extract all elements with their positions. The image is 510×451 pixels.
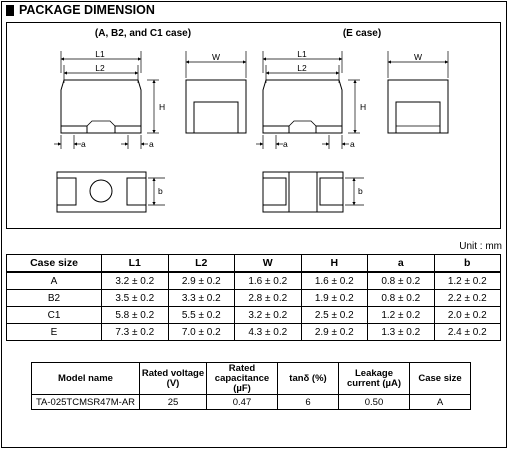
right-W-label: W	[413, 52, 423, 62]
table-row	[7, 324, 501, 341]
dimension-table-header	[7, 255, 501, 273]
header-W: W	[235, 255, 302, 273]
cell: 0.8 ± 0.2	[368, 290, 435, 307]
cell: 1.2 ± 0.2	[368, 307, 435, 324]
header-case-size: Case size	[410, 363, 471, 395]
cell: 3.2 ± 0.2	[102, 272, 169, 290]
cell: 1.3 ± 0.2	[368, 324, 435, 341]
cell: 1.2 ± 0.2	[434, 272, 501, 290]
header-square-icon	[6, 5, 14, 16]
cell: 1.9 ± 0.2	[301, 290, 368, 307]
left-L2-label: L2	[95, 63, 105, 73]
right-b-label: b	[358, 186, 363, 196]
cell: 2.9 ± 0.2	[168, 272, 235, 290]
header-leakage-current: Leakage current (µA)	[339, 363, 410, 395]
cell: 1.6 ± 0.2	[301, 272, 368, 290]
left-W-label: W	[211, 52, 221, 62]
right-L2-label: L2	[297, 63, 307, 73]
right-front-view	[256, 51, 360, 149]
left-a-label-1: a	[81, 139, 86, 149]
left-side-view	[186, 51, 246, 133]
left-L1-label: L1	[95, 49, 105, 59]
cell-rated-capacitance: 0.47	[207, 395, 278, 410]
header-L1: L1	[102, 255, 169, 273]
cell: 7.0 ± 0.2	[168, 324, 235, 341]
cell: 4.3 ± 0.2	[235, 324, 302, 341]
cell: 2.0 ± 0.2	[434, 307, 501, 324]
left-H-label: H	[159, 102, 166, 112]
cell: 2.5 ± 0.2	[301, 307, 368, 324]
cell: 1.6 ± 0.2	[235, 272, 302, 290]
right-side-view	[388, 51, 448, 133]
right-a-label-2: a	[350, 139, 355, 149]
cell: 5.5 ± 0.2	[168, 307, 235, 324]
model-table-header	[32, 363, 471, 395]
table-row	[32, 395, 471, 410]
left-drawing-title: (A, B2, and C1 case)	[94, 28, 192, 39]
left-bottom-view	[57, 172, 165, 212]
cell-leakage-current: 0.50	[339, 395, 410, 410]
cell: A	[7, 272, 102, 290]
right-L1-label: L1	[297, 49, 307, 59]
left-a-label-2: a	[149, 139, 154, 149]
cell: 0.8 ± 0.2	[368, 272, 435, 290]
cell: 2.8 ± 0.2	[235, 290, 302, 307]
table-row	[7, 272, 501, 290]
header-tan-delta: tanδ (%)	[278, 363, 339, 395]
header-rated-voltage: Rated voltage (V)	[140, 363, 207, 395]
header-L2: L2	[168, 255, 235, 273]
cell: 5.8 ± 0.2	[102, 307, 169, 324]
cell: C1	[7, 307, 102, 324]
header-H: H	[301, 255, 368, 273]
cell-rated-voltage: 25	[140, 395, 207, 410]
unit-note: Unit : mm	[459, 241, 502, 252]
cell: E	[7, 324, 102, 341]
dimension-table	[6, 254, 501, 341]
table-row	[7, 307, 501, 324]
left-front-view	[54, 51, 159, 149]
cell-case-size: A	[410, 395, 471, 410]
cell: 2.4 ± 0.2	[434, 324, 501, 341]
header-case-size: Case size	[7, 255, 102, 273]
right-H-label: H	[360, 102, 367, 112]
model-table	[31, 362, 471, 410]
cell: 3.2 ± 0.2	[235, 307, 302, 324]
header-model-name: Model name	[32, 363, 140, 395]
table-row	[7, 290, 501, 307]
right-drawing-title: (E case)	[342, 28, 382, 39]
cell: 2.9 ± 0.2	[301, 324, 368, 341]
cell: 3.3 ± 0.2	[168, 290, 235, 307]
section-header	[6, 3, 155, 17]
left-b-label: b	[158, 186, 163, 196]
cell-model-name: TA-025TCMSR47M-AR	[32, 395, 140, 410]
cell: 7.3 ± 0.2	[102, 324, 169, 341]
right-a-label-1: a	[283, 139, 288, 149]
section-title: PACKAGE DIMENSION	[19, 3, 155, 17]
cell-tan-delta: 6	[278, 395, 339, 410]
drawing-panel	[6, 22, 501, 229]
right-bottom-view	[263, 172, 364, 212]
package-drawings	[7, 23, 502, 230]
cell: 3.5 ± 0.2	[102, 290, 169, 307]
cell: 2.2 ± 0.2	[434, 290, 501, 307]
header-a: a	[368, 255, 435, 273]
header-rated-capacitance: Rated capacitance (µF)	[207, 363, 278, 395]
cell: B2	[7, 290, 102, 307]
header-b: b	[434, 255, 501, 273]
